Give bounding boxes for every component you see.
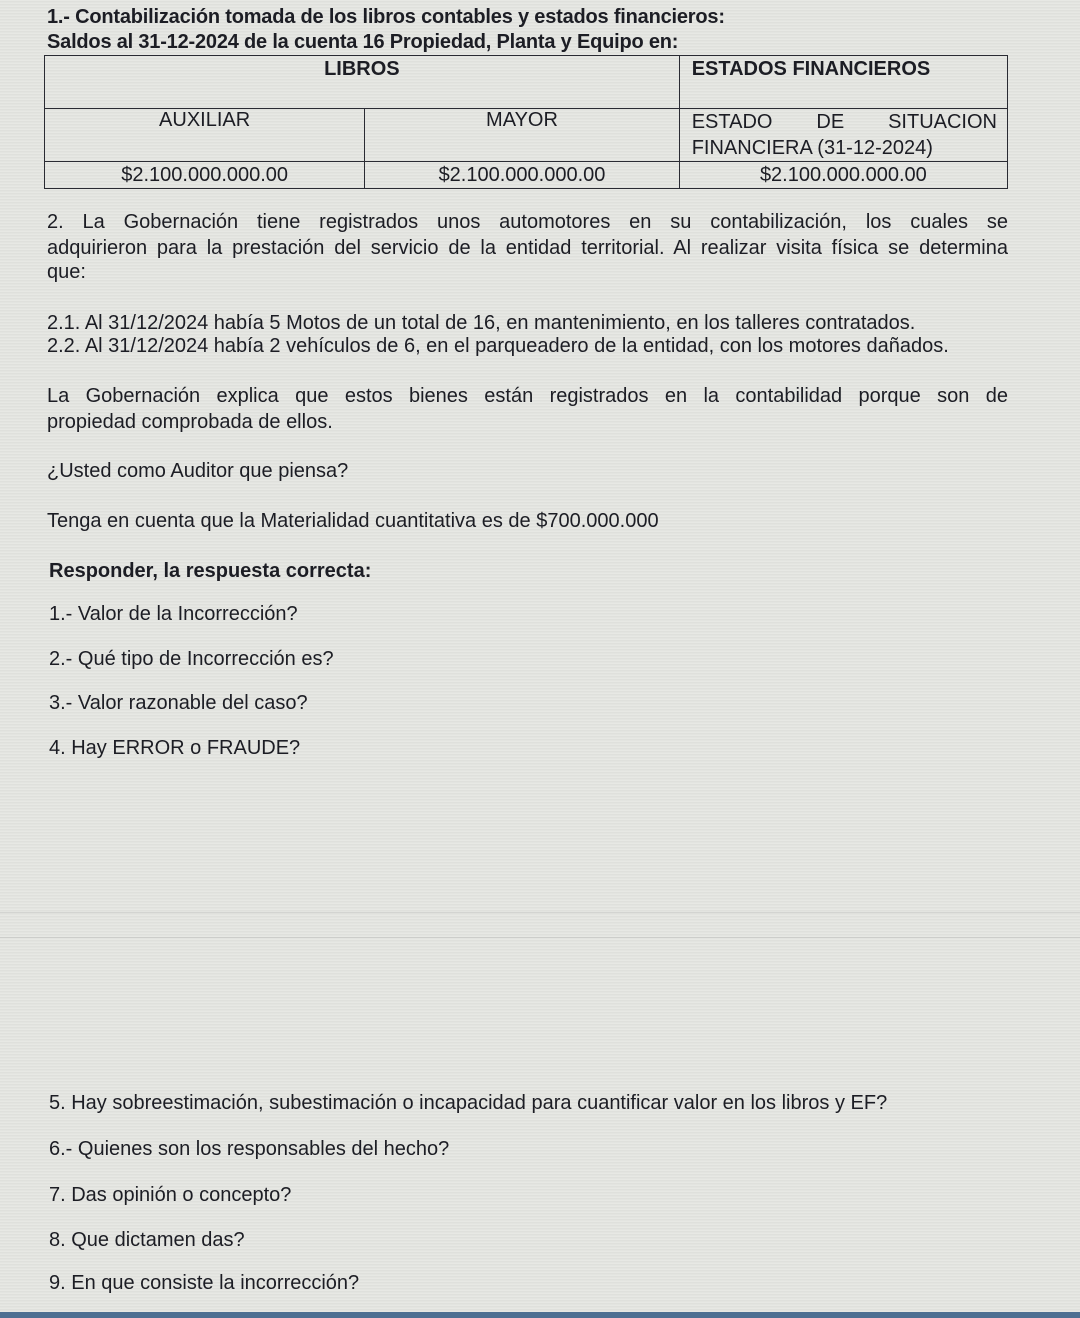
question-7: 7. Das opinión o concepto? <box>49 1184 292 1206</box>
item-2-1: 2.1. Al 31/12/2024 había 5 Motos de un total de 16, en mantenimiento, en los talleres contratados. <box>47 312 916 334</box>
table-subheader-row <box>45 109 1008 162</box>
question-4: 4. Hay ERROR o FRAUDE? <box>49 737 301 759</box>
item-2-2: 2.2. Al 31/12/2024 había 2 vehículos de 6, en el parqueadero de la entidad, con los motores dañados. <box>47 335 949 357</box>
value-mayor: $2.100.000.000.00 <box>365 162 679 189</box>
header-libros: LIBROS <box>45 56 680 109</box>
screen-bottom-edge <box>0 1312 1080 1318</box>
explanation-line-2: propiedad comprobada de ellos. <box>47 411 333 433</box>
value-estados-financieros: $2.100.000.000.00 <box>679 162 1007 189</box>
question-8: 8. Que dictamen das? <box>49 1229 245 1251</box>
subheader-auxiliar: AUXILIAR <box>45 109 365 162</box>
explanation-line-1: La Gobernación explica que estos bienes están registrados en la contabilidad porque son de <box>47 385 1008 407</box>
heading-title: 1.- Contabilización tomada de los libros contables y estados financieros: <box>47 6 725 28</box>
section2-line-2: adquirieron para la prestación del servicio de la entidad territorial. Al realizar visita física se determina <box>47 237 1008 259</box>
question-5: 5. Hay sobreestimación, subestimación o incapacidad para cuantificar valor en los libros y EF? <box>49 1092 888 1114</box>
question-1: 1.- Valor de la Incorrección? <box>49 603 298 625</box>
subheader-estado-situacion-financiera <box>679 109 1007 162</box>
value-auxiliar: $2.100.000.000.00 <box>45 162 365 189</box>
question-9: 9. En que consiste la incorrección? <box>49 1272 360 1294</box>
subheader-mayor: MAYOR <box>365 109 679 162</box>
auditor-question: ¿Usted como Auditor que piensa? <box>47 460 349 482</box>
table-header-row <box>45 56 1008 109</box>
section2-line-1: 2. La Gobernación tiene registrados unos automotores en su contabilización, los cuales se <box>47 211 1008 233</box>
esf-word-estado: ESTADO <box>691 111 773 133</box>
section2-line-3: que: <box>47 261 86 283</box>
balances-table <box>44 55 1008 189</box>
heading-subtitle: Saldos al 31-12-2024 de la cuenta 16 Propiedad, Planta y Equipo en: <box>47 31 679 53</box>
question-6: 6.- Quienes son los responsables del hecho? <box>49 1138 450 1160</box>
esf-line-1 <box>692 109 997 135</box>
esf-word-situacion: SITUACION <box>888 111 997 133</box>
header-estados-financieros: ESTADOS FINANCIEROS <box>679 56 1007 109</box>
divider-line <box>0 912 1080 913</box>
question-3: 3.- Valor razonable del caso? <box>49 692 308 714</box>
esf-line-2: FINANCIERA (31-12-2024) <box>691 137 933 159</box>
respond-heading: Responder, la respuesta correcta: <box>49 560 372 582</box>
esf-word-de: DE <box>816 111 845 133</box>
table-values-row <box>45 162 1008 189</box>
divider-line <box>0 937 1080 938</box>
question-2: 2.- Qué tipo de Incorrección es? <box>49 648 334 670</box>
materiality-note: Tenga en cuenta que la Materialidad cuantitativa es de $700.000.000 <box>47 510 659 532</box>
